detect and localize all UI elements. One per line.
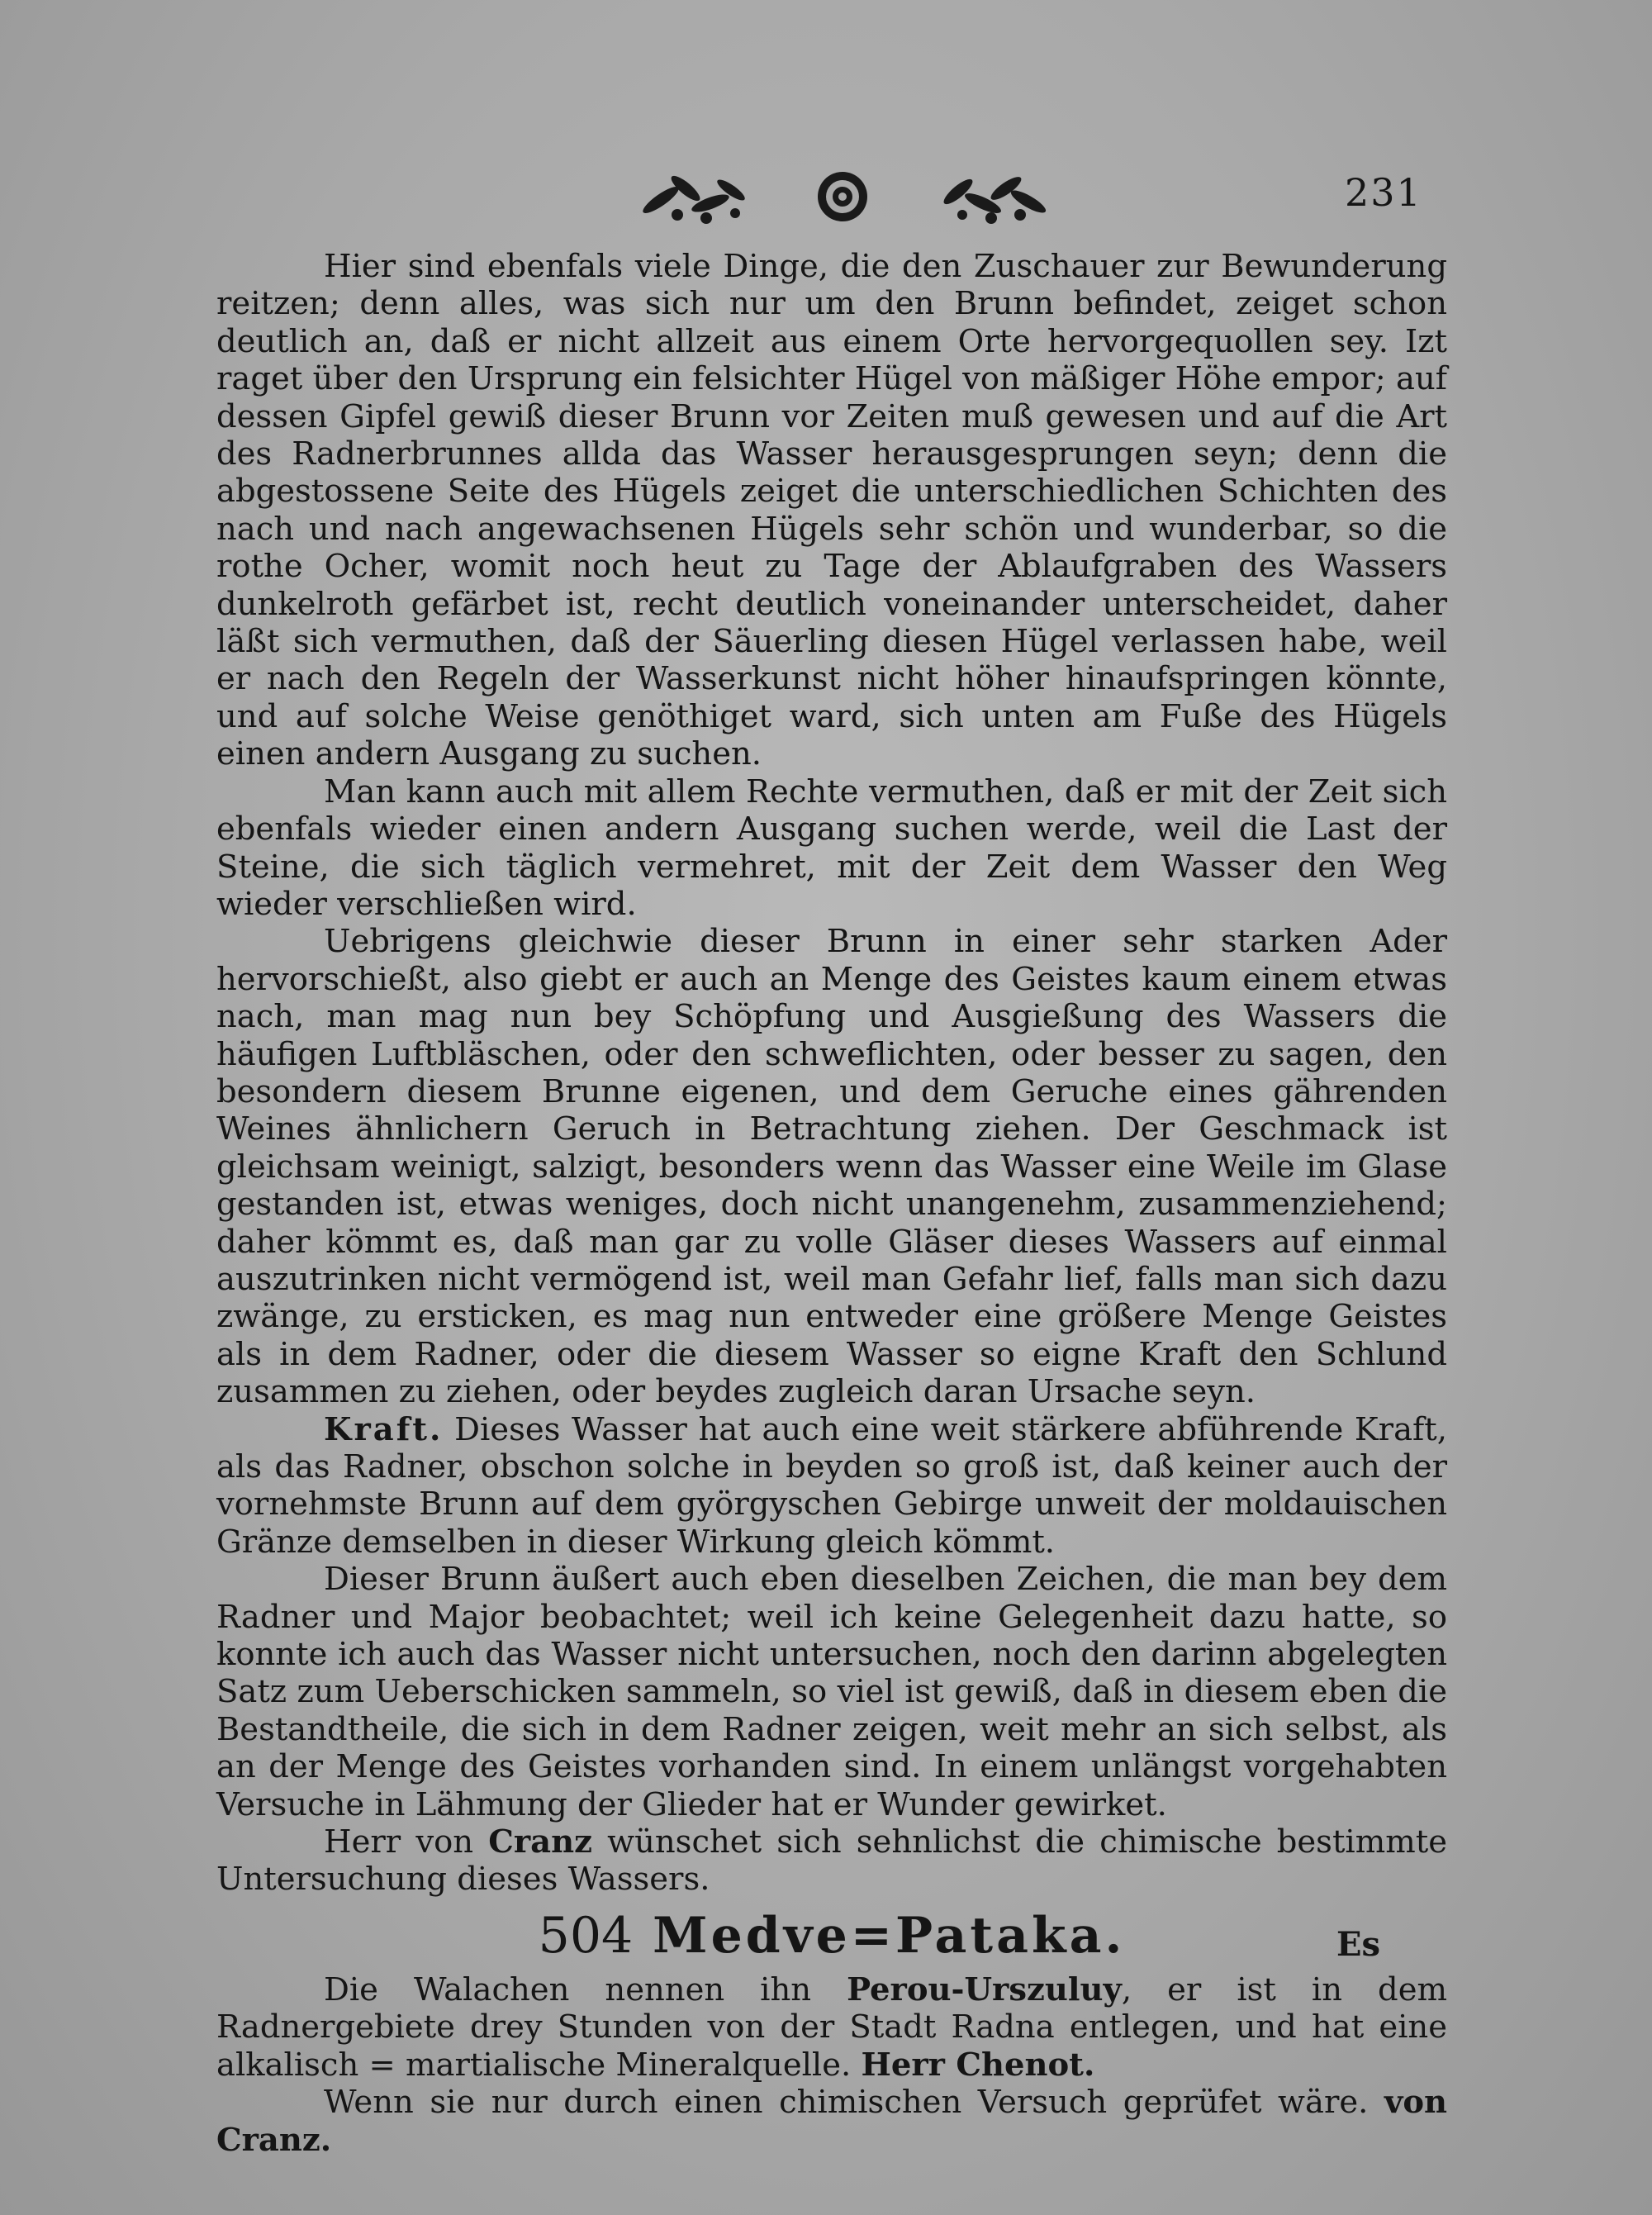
paragraph: Man kann auch mit allem Rechte vermuthen, daß er mit der Zeit sich ebenfals wieder einen andern Ausgang suchen werde, weil die Last der Steine, die sich täglich vermehret, mit der Zeit dem Wasser den Weg wieder verschließen wird.	[216, 772, 1447, 923]
section-title: Medve=Pataka.	[653, 1906, 1126, 1965]
section-heading	[216, 1905, 1447, 1966]
closing-author: von Cranz.	[216, 2084, 1447, 2159]
floral-ornament-icon	[628, 164, 1057, 235]
section-lead: Die Walachen nennen ihn	[324, 1970, 812, 2008]
paragraph-kraft	[216, 1411, 1447, 1561]
main-text	[216, 248, 1447, 2159]
kraft-text: Dieses Wasser hat auch eine weit stärkere abführende Kraft, als das Radner, obschon solche in beyden so groß ist, daß keiner auch der vornehmste Brunn auf dem györgyschen Gebirge unweit der moldauischen Gränze demselben in dieser Wirkung gleich kömmt.	[216, 1410, 1447, 1561]
section-author: Herr Chenot.	[861, 2046, 1095, 2084]
paragraph: Uebrigens gleichwie dieser Brunn in einer sehr starken Ader hervorschießt, also giebt er auch an Menge des Geistes kaum einem etwas nach, man mag nun bey Schöpfung und Ausgießung des Wassers die häufigen Luftbläschen, oder den schweflichten, oder besser zu sagen, den besondern diesem Brunne eigenen, und dem Geruche eines gährenden Weines ähnlichern Geruch in Betrachtung ziehen. Der Geschmack ist gleichsam weinigt, salzigt, besonders wenn das Wasser eine Weile im Glase gestanden ist, etwas weniges, doch nicht unangenehm, zusammenziehend; daher kömmt es, daß man gar zu volle Gläser dieses Wassers auf einmal auszutrinken nicht vermögend ist, weil man Gefahr lief, falls man sich dazu zwänge, zu ersticken, es mag nun entweder eine größere Menge Geistes als in dem Radner, oder die diesem Wasser so eigne Kraft den Schlund zusammen zu ziehen, oder beydes zugleich daran Ursache seyn.	[216, 923, 1447, 1411]
paragraph: Dieser Brunn äußert auch eben dieselben Zeichen, die man bey dem Radner und Major beobachtet; weil ich keine Gelegenheit dazu hatte, so konnte ich auch das Wasser nicht untersuchen, noch den darinn abgelegten Satz zum Ueberschicken sammeln, so viel ist gewiß, daß in diesem eben die Bestandtheile, die sich in dem Radner zeigen, weit mehr an sich selbst, als an der Menge des Geistes vorhanden sind. In einem unlängst vorgehabten Versuche in Lähmung der Glieder hat er Wunder gewirket.	[216, 1561, 1447, 1823]
closing-text: Wenn sie nur durch einen chimischen Versuch geprüfet wäre.	[324, 2084, 1369, 2122]
section-text: , er ist in dem Radnergebiete drey Stunden von der Stadt Radna entlegen, und hat eine alkalisch = martialische Mineralquelle.	[216, 1970, 1447, 2084]
catchword: Es	[1336, 1925, 1381, 1964]
paragraph-cranz-note	[216, 1823, 1447, 1899]
paragraph-closing	[216, 2084, 1447, 2159]
cranz-text: wünschet sich sehnlichst die chimische bestimmte Untersuchung dieses Wassers.	[216, 1823, 1447, 1899]
kraft-label: Kraft.	[324, 1410, 444, 1448]
cranz-lead: Herr von	[324, 1823, 474, 1861]
section-name: Perou-Urszuluy	[847, 1970, 1122, 2008]
paragraph: Hier sind ebenfals viele Dinge, die den Zuschauer zur Bewunderung reitzen; denn alles, was sich nur um den Brunn befindet, zeiget schon deutlich an, daß er nicht allzeit aus einem Orte hervorgequollen sey. Izt raget über den Ursprung ein felsichter Hügel von mäßiger Höhe empor; auf dessen Gipfel gewiß dieser Brunn vor Zeiten muß gewesen und auf die Art des Radnerbrunnes allda das Wasser herausgesprungen seyn; denn die abgestossene Seite des Hügels zeiget die unterschiedlichen Schichten des nach und nach angewachsenen Hügels sehr schön und wunderbar, so die rothe Ocher, womit noch heut zu Tage der Ablaufgraben des Wassers dunkelroth gefärbet ist, recht deutlich voneinander unterscheidet, daher läßt sich vermuthen, daß der Säuerling diesen Hügel verlassen habe, weil er nach den Regeln der Wasserkunst nicht höher hinaufspringen könnte, und auf solche Weise genöthiget ward, sich unten am Fuße des Hügels einen andern Ausgang zu suchen.	[216, 248, 1447, 773]
cranz-name: Cranz	[488, 1823, 592, 1861]
section-number: 504	[538, 1906, 634, 1965]
page-number: 231	[1345, 170, 1422, 215]
paragraph-section	[216, 1971, 1447, 2084]
